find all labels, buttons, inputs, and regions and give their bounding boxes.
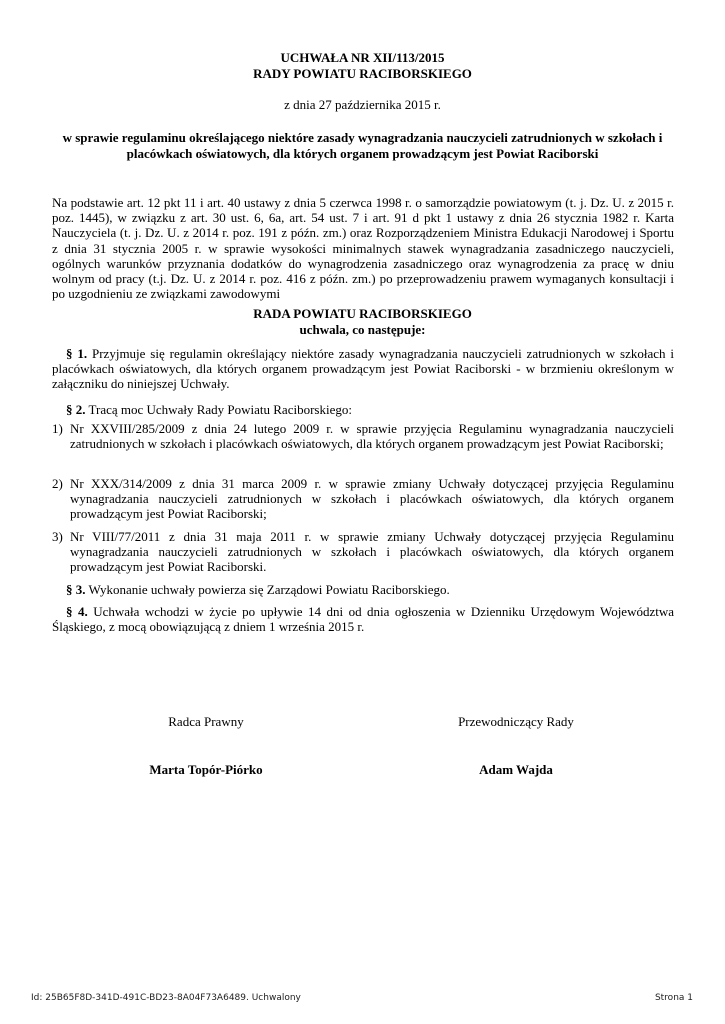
section-3: [52, 582, 674, 597]
list-item: [52, 476, 674, 522]
title-line-2: RADY POWIATU RACIBORSKIEGO: [253, 66, 472, 81]
section-4: [52, 604, 674, 634]
list-item-text: Nr XXX/314/2009 z dnia 31 marca 2009 r. w sprawie zmiany Uchwały dotyczącej przyjęcia Regulaminu wynagradzania nauczycieli zatrudnionych w szkołach i placówkach oświatowych, dla których organem prowadzącym jest Powiat Raciborski;: [70, 476, 674, 522]
signature-right-role: Przewodniczący Rady: [458, 714, 574, 729]
section-2: [52, 402, 674, 417]
section-1: [52, 346, 674, 392]
section-1-text: Przyjmuje się regulamin określający niektóre zasady wynagradzania nauczycieli zatrudnionych w szkołach i placówkach oświatowych, dla których organem prowadzącym jest Powiat Raciborski - w brzmieniu określonym w załączniku do niniejszej Uchwały.: [52, 346, 675, 392]
list-item: [52, 529, 674, 575]
section-4-text: Uchwała wchodzi w życie po upływie 14 dni od dnia ogłoszenia w Dzienniku Urzędowym Województwa Śląskiego, z mocą obowiązującą z dniem 1 września 2015 r.: [52, 604, 675, 635]
section-2-text: Tracą moc Uchwały Rady Powiatu Raciborskiego:: [88, 402, 352, 417]
section-3-mark: § 3.: [66, 582, 86, 597]
resolution-subject: w sprawie regulaminu określającego niektóre zasady wynagradzania nauczycieli zatrudnionych w szkołach i placówkach oświatowych, dla których organem prowadzącym jest Powiat Raciborski: [62, 130, 663, 161]
preamble: Na podstawie art. 12 pkt 11 i art. 40 ustawy z dnia 5 czerwca 1998 r. o samorządzie powiatowym (t. j. Dz. U. z 2015 r. poz. 1445), w związku z art. 30 ust. 6, 6a, art. 54 ust. 7 i art. 91 d pkt 1 ustawy z dnia 26 stycznia 1982 r. Karta Nauczyciela (t. j. Dz. U. z 2014 r. poz. 191 z późn. zm.) oraz Rozporządzeniem Ministra Edukacji Narodowej i Sportu z dnia 31 stycznia 2005 r. w sprawie wysokości minimalnych stawek wynagradzania zasadniczego nauczycieli, ogólnych warunków przyznania dodatków do wynagrodzenia zasadniczego oraz wynagrodzenia za pracę w dniu wolnym od pracy (t.j. Dz. U. z 2014 r. poz. 416 z późn. zm.) po przeprowadzeniu prawem wymaganych konsultacji i po uzgodnieniu ze związkami zawodowymi: [52, 195, 674, 302]
signature-left-name: Marta Topór-Piórko: [149, 762, 263, 777]
list-item-text: Nr XXVIII/285/2009 z dnia 24 lutego 2009 r. w sprawie przyjęcia Regulaminu wynagradzania nauczycieli zatrudnionych w szkołach i placówkach oświatowych, dla których organem prowadzącym jest Powiat Raciborski;: [70, 421, 674, 452]
signature-left-role: Radca Prawny: [168, 714, 244, 729]
council-resolves: uchwala, co następuje:: [299, 321, 426, 337]
resolution-date: z dnia 27 października 2015 r.: [284, 97, 441, 112]
section-2-mark: § 2.: [66, 402, 86, 417]
list-item-number: 3): [52, 529, 63, 544]
list-item-text: Nr VIII/77/2011 z dnia 31 maja 2011 r. w sprawie zmiany Uchwały dotyczącej przyjęcia Regulaminu wynagradzania nauczycieli zatrudnionych w szkołach i placówkach oświatowych, dla których organem prowadzącym jest Powiat Raciborski.: [70, 529, 674, 575]
list-item: [52, 421, 674, 451]
footer-page-number: Strona 1: [654, 993, 693, 1003]
signature-right-name: Adam Wajda: [479, 762, 553, 777]
section-3-text: Wykonanie uchwały powierza się Zarządowi Powiatu Raciborskiego.: [88, 582, 450, 597]
council-heading: [0, 306, 725, 337]
section-4-mark: § 4.: [66, 604, 88, 619]
section-1-mark: § 1.: [66, 346, 88, 361]
title-line-1: UCHWAŁA NR XII/113/2015: [280, 50, 445, 65]
footer-document-id: Id: 25B65F8D-341D-491C-BD23-8A04F73A6489. Uchwalony: [31, 993, 301, 1003]
resolution-title: [0, 50, 725, 82]
council-name: RADA POWIATU RACIBORSKIEGO: [253, 306, 472, 321]
list-item-number: 1): [52, 421, 63, 436]
list-item-number: 2): [52, 476, 63, 491]
